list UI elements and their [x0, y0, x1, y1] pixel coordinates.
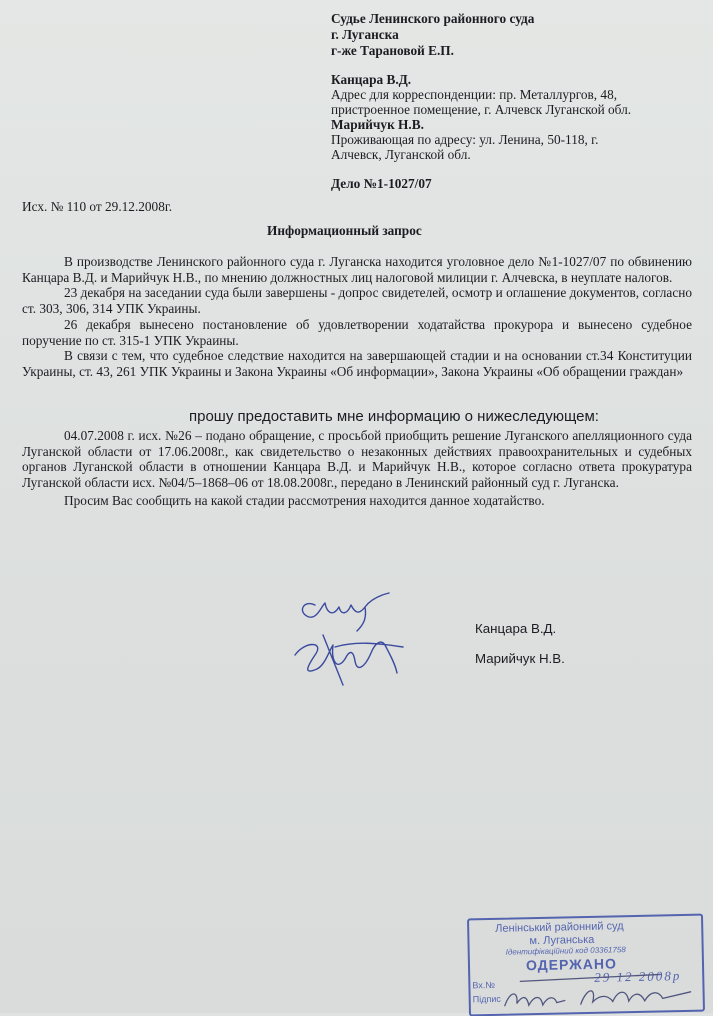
paragraph: 23 декабря на заседании суда были завершены - допрос свидетелей, осмотр и оглашение документов, согласно ст. 303, 306, 314 УПК Украины. [22, 285, 692, 317]
paragraph: 26 декабря вынесено постановление об удовлетворении ходатайства прокурора и вынесено судебное поручение по ст. 315-1 УПК Украины. [22, 316, 692, 348]
sender1-name: Канцара В.Д. [331, 72, 412, 87]
stamp-received: ОДЕРЖАНО [525, 955, 618, 974]
sender2-name: Марийчук Н.В. [331, 117, 424, 132]
stamp-incoming-label: Вх.№ [472, 979, 496, 991]
stamp-date: 29 12 2008р [594, 968, 682, 985]
body-block-2 [22, 428, 692, 509]
outgoing-reference: Исх. № 110 от 29.12.2008г. [22, 199, 173, 214]
request-line: прошу предоставить мне информацию о нижеследующем: [189, 408, 599, 425]
paragraph: Просим Вас сообщить на какой стадии рассмотрения находится данное ходатайство. [64, 492, 545, 508]
court-received-stamp [467, 914, 705, 1016]
document-title: Информационный запрос [267, 223, 422, 238]
sender2-address: Алчевск, Луганской обл. [331, 147, 471, 162]
sender1-address: пристроенное помещение, г. Алчевск Луганской обл. [331, 102, 632, 117]
paragraph: 04.07.2008 г. исх. №26 – подано обращение, с просьбой приобщить решение Луганского апелляционного суда Луганской области от 17.06.2008г., как свидетельство о незаконных действиях правоохранительных и судебных органов Луганской области в отношении Канцара В.Д. и Марийчук Н.В., которое согласно ответа прокуратура Луганской области исх. №04/5–1868–06 от 18.08.2008г., передано в Ленинский районный суд г. Луганска. [22, 428, 692, 491]
signature-name: Марийчук Н.В. [475, 651, 565, 666]
sender2-address: Проживающая по адресу: ул. Ленина, 50-118, г. [331, 132, 599, 147]
stamp-city: м. Луганська [529, 933, 595, 948]
case-number: Дело №1-1027/07 [331, 176, 432, 191]
recipient-line: г-же Тарановой Е.П. [331, 43, 454, 58]
stamp-id-code: Ідентифікаційний код 03361758 [505, 945, 626, 957]
stamp-court-name: Ленінський районний суд [495, 920, 624, 935]
recipient-line: г. Луганска [331, 27, 399, 42]
handwritten-signatures [285, 585, 415, 695]
recipient-line: Судье Ленинского районного суда [331, 11, 535, 26]
signature-name: Канцара В.Д. [475, 621, 557, 636]
stamp-handwriting [500, 962, 701, 1012]
paragraph: В производстве Ленинского районного суда г. Луганска находится уголовное дело №1-1027/07 по обвинению Канцара В.Д. и Марийчук Н.В., по мнению должностных лиц налоговой милиции г. Алчевска, в неуплате налогов. [22, 254, 692, 285]
stamp-sign-label: Підпис [472, 993, 501, 1005]
paragraph: В связи с тем, что судебное следствие находится на завершающей стадии и на основании ст.34 Конституции Украины, ст. 43, 261 УПК Украины и Закона Украины «Об информации», Закона Украины «Об обращении граждан» [22, 348, 692, 379]
body-block-1 [22, 254, 692, 380]
sender1-address: Адрес для корреспонденции: пр. Металлургов, 48, [331, 87, 618, 102]
